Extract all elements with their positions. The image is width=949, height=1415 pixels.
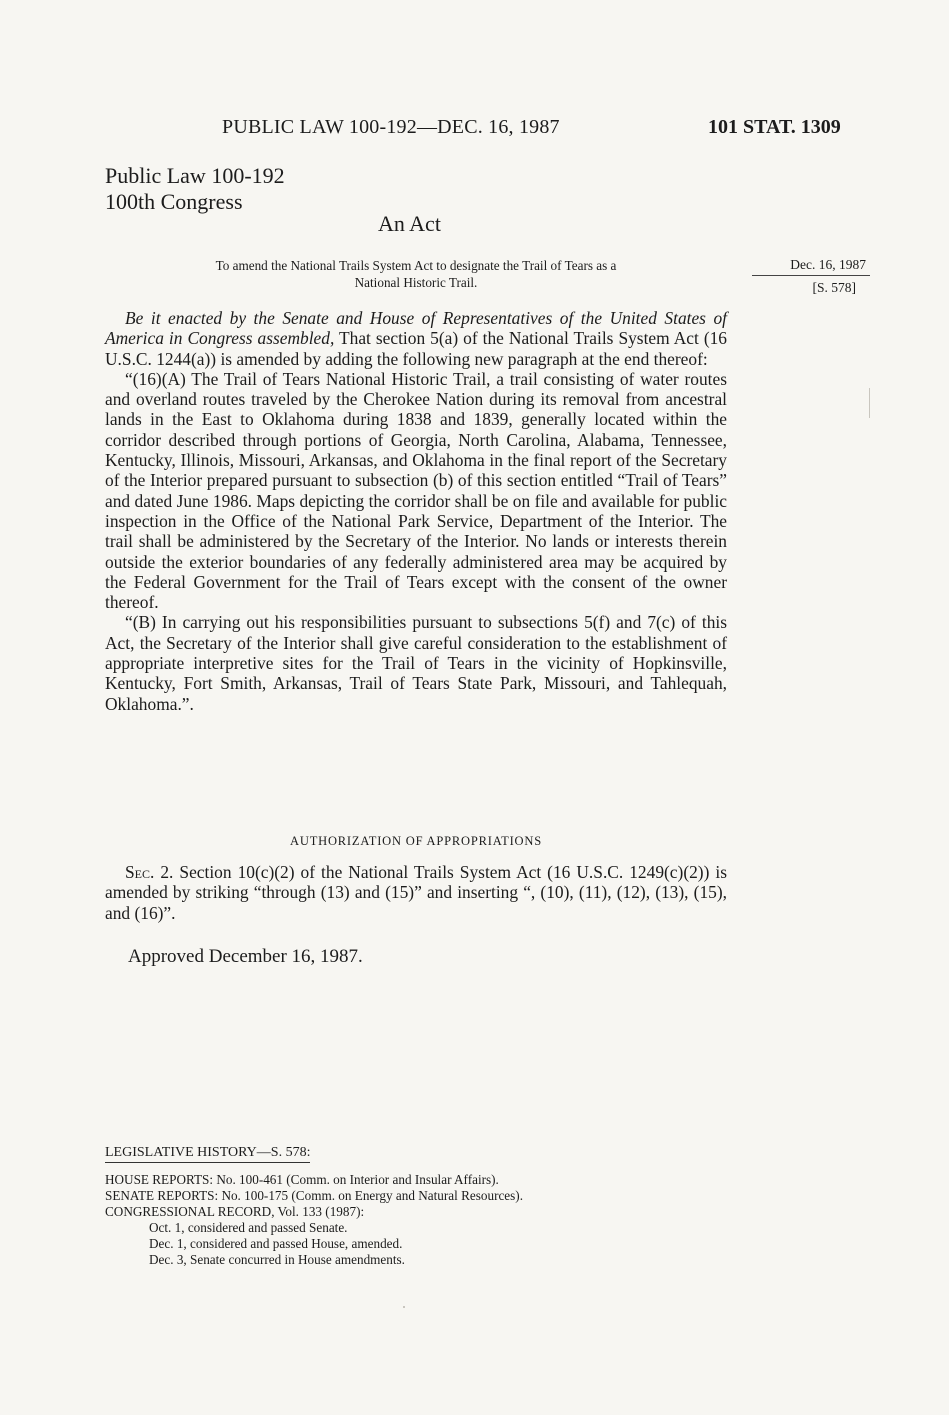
act-title: An Act: [378, 211, 441, 236]
senate-reports: SENATE REPORTS: No. 100-175 (Comm. on Energy and Natural Resources).: [105, 1188, 523, 1203]
approval-date: Approved December 16, 1987.: [128, 946, 363, 967]
history-event: Oct. 1, considered and passed Senate.: [149, 1220, 348, 1235]
history-event: Dec. 1, considered and passed House, amended.: [149, 1236, 403, 1251]
authorization-heading: AUTHORIZATION OF APPROPRIATIONS: [290, 834, 542, 848]
enacting-clause-italic: Be it enacted by the Senate and House of Representatives of the United States of America in Congress assembled,: [105, 308, 727, 349]
purpose-statement: [105, 257, 727, 291]
running-header-page: 101 STAT. 1309: [708, 116, 841, 138]
law-identifier: [105, 163, 285, 215]
law-number: Public Law 100-192: [105, 163, 285, 188]
purpose-line-2: National Historic Trail.: [354, 275, 478, 290]
paragraph-16b: “(B) In carrying out his responsibilities pursuant to subsections 5(f) and 7(c) of this Act, the Secretary of the Interior shall give careful consideration to the establishment of appropriate interpretive sites for the Trail of Tears in the vicinity of Hopkinsville, Kentucky, Fort Smith, Arkansas, Trail of Tears State Park, Missouri, and Tahlequah, Oklahoma.”.: [105, 612, 727, 714]
enacting-clause-text: That section 5(a) of the National Trails System Act (16 U.S.C. 1244(a)) is amended by adding the following new paragraph at the end thereof:: [105, 328, 727, 369]
congressional-record: CONGRESSIONAL RECORD, Vol. 133 (1987):: [105, 1204, 365, 1219]
congress-number: 100th Congress: [105, 189, 243, 214]
margin-bill-number: [S. 578]: [812, 280, 856, 295]
section-2-label: Sec. 2.: [125, 862, 174, 882]
enacting-clause: [105, 308, 727, 369]
history-event: Dec. 3, Senate concurred in House amendments.: [149, 1252, 405, 1267]
scan-mark: [403, 1306, 405, 1308]
legislative-history-heading: LEGISLATIVE HISTORY—S. 578:: [105, 1145, 310, 1163]
purpose-line-1: To amend the National Trails System Act to designate the Trail of Tears as a: [215, 258, 617, 273]
margin-date: Dec. 16, 1987: [752, 256, 870, 276]
house-reports: HOUSE REPORTS: No. 100-461 (Comm. on Interior and Insular Affairs).: [105, 1172, 499, 1187]
scan-mark: [869, 388, 870, 418]
running-header-title: PUBLIC LAW 100-192—DEC. 16, 1987: [222, 116, 560, 138]
paragraph-16a: “(16)(A) The Trail of Tears National Historic Trail, a trail consisting of water routes and overland routes traveled by the Cherokee Nation during its removal from ancestral lands in the East to Oklahoma during 1838 and 1839, generally located within the corridor described through portions of Georgia, North Carolina, Alabama, Tennessee, Kentucky, Illinois, Missouri, Arkansas, and Oklahoma in the final report of the Secretary of the Interior prepared pursuant to subsection (b) of this section entitled “Trail of Tears” and dated June 1986. Maps depicting the corridor shall be on file and available for public inspection in the Office of the National Park Service, Department of the Interior. The trail shall be administered by the Secretary of the Interior. No lands or interests therein outside the exterior boundaries of any federally administered area may be acquired by the Federal Government for the Trail of Tears except with the consent of the owner thereof.: [105, 368, 727, 613]
section-2-paragraph: [105, 862, 727, 923]
section-2-body: [105, 862, 727, 923]
section-2-text: Section 10(c)(2) of the National Trails System Act (16 U.S.C. 1249(c)(2)) is amended by striking “through (13) and (15)” and inserting “, (10), (11), (12), (13), (15), and (16)”.: [105, 862, 727, 923]
legislative-history-list: [105, 1172, 523, 1268]
margin-note: [752, 256, 870, 297]
section-1-body: [105, 308, 727, 714]
